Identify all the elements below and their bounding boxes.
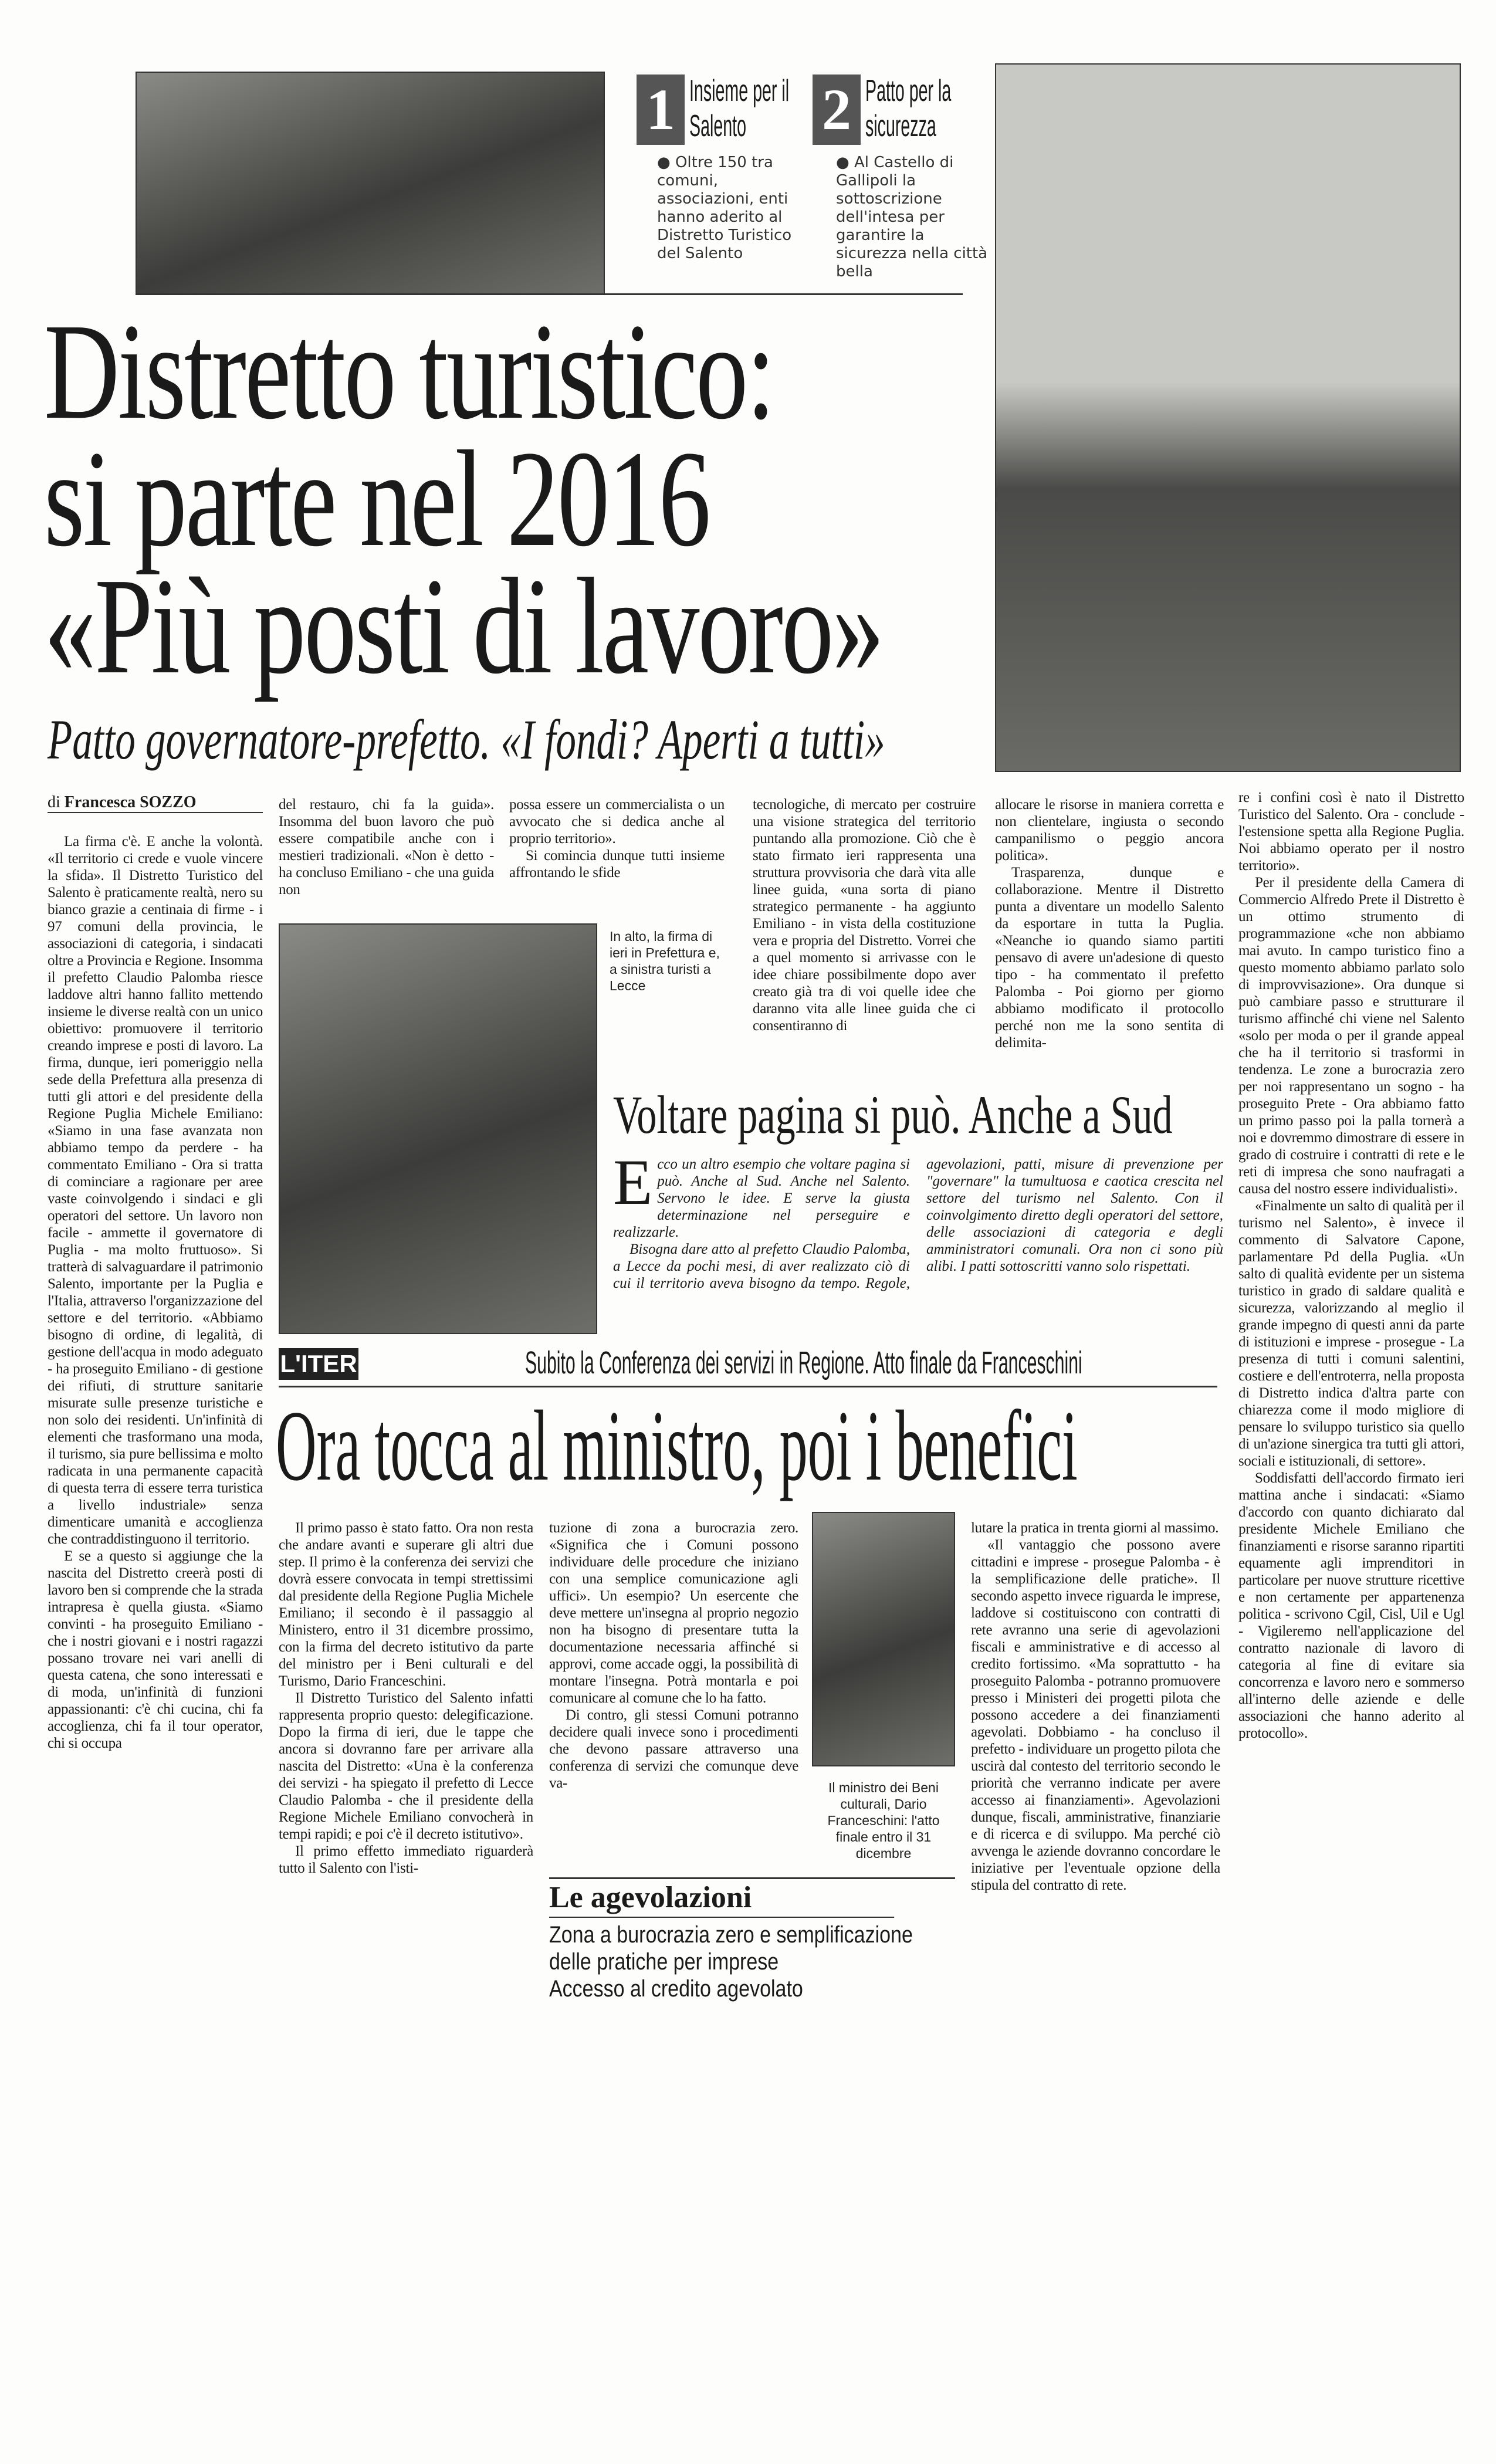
paragraph: possa essere un commercialista o un avvocato che si dedica anche al proprio territorio». [509,797,725,847]
paragraph: E se a questo si aggiunge che la nascita del Distretto creerà posti di lavoro ben si comprende che la strada intrapresa è quella giusta. «Siamo convinti - ha proseguito Emiliano - che i nostri giovani e i nostri ragazzi possano trovare nei vari anelli di questa catena, che sono interessati e di moda, un'infinità di funzioni appassionanti: c'è chi cucina, chi fa accoglienza, chi fa il tour operator, chi si occupa [48,1548,263,1751]
conference-audience-photo [136,72,605,295]
paragraph: Il Distretto Turistico del Salento infatti rappresenta proprio questo: delegificazione. Dopo la firma di ieri, due le tappe che ancora si dovranno fare per arrivare alla nascita del Distretto: «Una è la conferenza dei servizi - ha spiegato il prefetto di Lecce Claudio Palomba - che il presidente della Regione Michele Emiliano convocherà in tempi rapidi; e poi c'è il decreto istitutivo». [279,1690,533,1842]
article-column-4 [753,796,976,1034]
tourists-photo [279,923,597,1334]
divider [279,1386,1217,1387]
paragraph: Bisogna dare atto al prefetto Claudio Palomba, a Lecce da pochi mesi, di aver realizzato ciò di cui il territorio aveva bisogno da tempo. Regole, agevolazioni, patti, misure di prevenzione per "governare" la tumultuosa e caotica crescita nel settore del turismo nel Salento. Con il coinvolgimento diretto degli operatori del settore, delle associazioni di categoria e degli amministratori comunali. Ora non ci sono più alibi. I patti sottoscritti vanno solo rispettati. [613,1156,1223,1291]
paragraph: del restauro, chi fa la guida». Insomma del buon lavoro che può essere compatibile anche con i mestieri tradizionali. «Non è detto - ha concluso Emiliano - che una guida non [279,797,494,898]
paragraph: tuzione di zona a burocrazia zero. «Significa che i Comuni possono individuare delle procedure che iniziano con una semplice comunicazione agli uffici». Un esempio? Un esercente che deve mettere un'insegna al proprio negozio non ha bisogno di presentare tutta la documentazione necessaria affinché si approvi, come accade oggi, la possibilità di montare l'insegna. Potrà montarla e poi comunicare al comune che lo ha fatto. [549,1520,798,1706]
minister-portrait-photo [812,1512,955,1766]
teaser-text-1-body: Oltre 150 tra comuni, associazioni, enti hanno aderito al Distretto Turistico del Salento [657,154,792,262]
paragraph: La firma c'è. E anche la volontà. «Il territorio ci crede e vuole vincere la sfida». Il Distretto Turistico del Salento è praticamente realtà, nero su bianco grazie a centinaia di firme - i 97 comuni della provincia, le associazioni di categoria, i sindacati oltre a Provincia e Regione. Insomma il prefetto Claudio Palomba riesce laddove altri hanno fallito mettendo insieme le diverse realtà con un unico obiettivo: promuovere il territorio creando imprese e posti di lavoro. La firma, dunque, ieri pomeriggio nella sede della Prefettura alla presenza di tutti gli attori e del presidente della Regione Puglia Michele Emiliano: «Siamo in una fase avanzata non abbiamo tempo da perdere - ha commentato Emiliano - Ora si tratta di cominciare a ragionare per aree vaste coinvolgendo i sindaci e gli operatori del settore. Un lavoro non facile - ammette il governatore di Puglia - ma molto fruttuoso». Si tratterà di salvaguardare il patrimonio Salento, importante per la Puglia e l'Italia, attraverso l'organizzazione del settore e del territorio. «Abbiamo bisogno di ordine, di legalità, di gestione dell'acqua in modo adeguato - ha proseguito Emiliano - di gestione dei rifiuti, di strutture sanitarie misurate sulle presenze turistiche e non solo dei residenti. Un'infinità di elementi che trasformano una moda, il turismo, sia pure bellissima e molto radicata in una permanente capacità di questa terra di essere terra turistica a livello industriale» senza dimenticare umanità e accoglienza che contraddistinguono il territorio. [48,834,263,1547]
teaser-number-2: 2 [813,75,861,145]
paragraph: Il primo passo è stato fatto. Ora non resta che andare avanti e superare gli altri due step. Il primo è la conferenza dei servizi che dovrà essere convocata in tempi strettissimi dal presidente della Regione Puglia Michele Emiliano; il secondo è il passaggio al Ministero, entro il 31 dicembre prossimo, con la firma del decreto istitutivo da parte del ministro per i Beni culturali e del Turismo, Dario Franceschini. [279,1520,533,1689]
article2-column-2 [549,1519,798,1792]
teaser-text-1: ● Oltre 150 tra comuni, associazioni, enti hanno aderito al Distretto Turistico del Salento [657,154,792,262]
article2-column-1 [279,1519,533,1877]
teaser-text-2-body: Al Castello di Gallipoli la sottoscrizione dell'intesa per garantire la sicurezza nella città bella [836,154,988,280]
article-column-2 [279,796,494,898]
section-kicker: Subito la Conferenza dei servizi in Regione. Atto finale da Franceschini [525,1345,1082,1380]
agevolazioni-item: Accesso al credito agevolato [549,1976,803,2002]
paragraph: «Finalmente un salto di qualità per il turismo nel Salento», è invece il commento di Salvatore Capone, parlamentare Pd della Puglia. «Un salto di qualità evidente per un sistema turistico in grado di saldare qualità e sicurezza, valorizzando al meglio il grande impegno di questi anni da parte di istituzioni e imprese - prosegue - La presenza di tutti i comuni salentini, costiere e dell'entroterra, nella proposta di Distretto indica d'altra parte con chiarezza come il modo migliore di pensare lo sviluppo turistico sia quello di un'azione sinergica tra tutti gli attori, sociali e istituzionali, di settore». [1238,1198,1464,1469]
agevolazioni-box [549,1877,955,2005]
article-column-1 [48,833,263,1752]
teaser-number-1: 1 [637,75,685,145]
paragraph: allocare le risorse in maniera corretta e non clientelare, ingiusta o secondo campanilismo o peggio ancora politica». [995,797,1224,864]
paragraph: tecnologiche, di mercato per costruire una visione strategica del territorio puntando alla promozione. Ciò che è stato firmato ieri rappresenta una struttura provvisoria che darà vita alle linee guida, «una sorta di piano strategico permanente - ha aggiunto Emiliano - in vista della costituzione vera e propria del Distretto. Vorrei che a quel momento si arrivasse con le idee chiare possibilmente dopo aver creato già tra di voi quelle idee che daranno vita alle linee guida che ci consentiranno di [753,797,976,1034]
editorial-title: Voltare pagina si può. Anche a Sud [613,1085,1173,1145]
teaser-text-2: ● Al Castello di Gallipoli la sottoscrizione dell'intesa per garantire la sicurezza nella città bella [836,154,988,280]
paragraph: Trasparenza, dunque e collaborazione. Mentre il Distretto punta a diventare un modello Salento da esportare in tutta la Puglia. «Neanche io quando siamo partiti pensavo di avere un'adesione di questo tipo - ha commentato il prefetto Palomba - Poi giorno per giorno abbiamo modificato il protocollo perché non me la sono sentita di delimita- [995,865,1224,1051]
headline-line-1: Distretto turistico: [44,295,774,448]
paragraph: Per il presidente della Camera di Commercio Alfredo Prete il Distretto è un ottimo strumento di programmazione «che non abbiamo mai avuto. In campo turistico fino a questo momento abbiamo parlato solo di improvvisazione». Ora dunque si può cambiare passo e strutturare il turismo affinché chi viene nel Salento «solo per moda o per il grande appeal che ha il territorio si trasformi in tendenza. Le zone a burocrazia zero per noi rappresentano un sogno - ha proseguito Prete - Ora abbiamo fatto un primo passo poi la palla tornerà a noi e dovremmo dimostrare di essere in grado di costruire i contratti di rete e le reti di impresa che sono naufragati a causa del nostro essere individualisti». [1238,875,1464,1197]
byline-author: Francesca SOZZO [64,793,197,811]
paragraph: Si comincia dunque tutti insieme affrontando le sfide [509,848,725,881]
article-column-6 [1238,789,1464,1742]
prefecture-signing-photo [995,63,1461,772]
minister-photo-caption: Il ministro dei Beni culturali, Dario Franceschini: l'atto finale entro il 31 dicembre [827,1780,940,1861]
teaser-title-2: Patto per la sicurezza [865,74,952,143]
article-column-5 [995,796,1224,1051]
teaser-title-1: Insieme per il Salento [689,74,790,143]
subheadline: Patto governatore-prefetto. «I fondi? Aperti a tutti» [48,708,885,771]
paragraph: Il primo effetto immediato riguarderà tutto il Salento con l'isti- [279,1843,533,1876]
paragraph: lutare la pratica in trenta giorni al massimo. [971,1520,1219,1536]
paragraph: Soddisfatti dell'accordo firmato ieri mattina anche i sindacati: «Siamo d'accordo con quanto dichiarato dal presidente Michele Emiliano che finanziamenti e risorse saranno ripartiti equamente agli imprenditori in particolare per nuove strutture ricettive e non certamente per appartenenza politica - scrivono Cgil, Cisl, Uil e Ugl - Vigileremo nell'applicazione del contratto nazionale di lavoro di categoria al fine di evitare sia concorrenza e lavoro nero e sommerso all'interno delle aziende e delle associazioni che hanno aderito al protocollo». [1238,1470,1464,1741]
section-label: L'ITER [279,1348,358,1380]
paragraph: cco un altro esempio che voltare pagina si può. Anche al Sud. Anche nel Salento. Servono le idee. E serve la giusta determinazione nel perseguire e realizzarle. [613,1156,910,1240]
byline [48,793,263,813]
photo-caption: In alto, la firma di ieri in Prefettura e, a sinistra turisti a Lecce [610,929,720,993]
headline-line-2: si parte nel 2016 [44,422,709,575]
article-column-3 [509,796,725,881]
paragraph: «Il vantaggio che possono avere cittadini e imprese - prosegue Palomba - è la semplificazione delle pratiche». Il secondo aspetto invece riguarda le imprese, laddove si costituiscono con contratti di rete avranno una serie di agevolazioni fiscali e amministrative e di accesso al credito fortissimo. «Ma soprattutto - ha proseguito Palomba - potranno promuovere presso i Ministeri dei progetti pilota che possono accedere a dei finanziamenti agevolati. Dobbiamo - ha concluso il prefetto - individuare un progetto pilota che uscirà dal contesto del territorio secondo le priorità che verranno indicate per avere accesso ai finanziamenti». Agevolazioni dunque, fiscali, amministrative, finanziarie e di ricerca e di sviluppo. Ma perché ciò avvenga le aziende dovranno concordare le iniziative per l'eventuale opzione della stipula del contratto di rete. [971,1537,1220,1893]
agevolazioni-item: Zona a burocrazia zero e semplificazione [549,1922,913,1948]
headline-line-3: «Più posti di lavoro» [44,550,883,702]
drop-cap: E [613,1146,653,1218]
article2-column-3 [971,1519,1220,1894]
editorial-text [613,1146,1223,1292]
section-headline: Ora tocca al ministro, poi i benefici [276,1390,1078,1502]
agevolazioni-item: delle pratiche per imprese [549,1949,779,1975]
paragraph: re i confini così è nato il Distretto Turistico del Salento. Ora - conclude - l'estensione spetta alla Regione Puglia. Noi abbiamo operato per il nostro territorio». [1238,790,1464,874]
agevolazioni-title: Le agevolazioni [549,1881,752,1914]
paragraph: Di contro, gli stessi Comuni potranno decidere quali invece sono i procedimenti che devono passare attraverso una conferenza di servizi che comunque deve va- [549,1707,798,1791]
byline-prefix: di [48,793,60,811]
agevolazioni-list [549,1917,913,2002]
